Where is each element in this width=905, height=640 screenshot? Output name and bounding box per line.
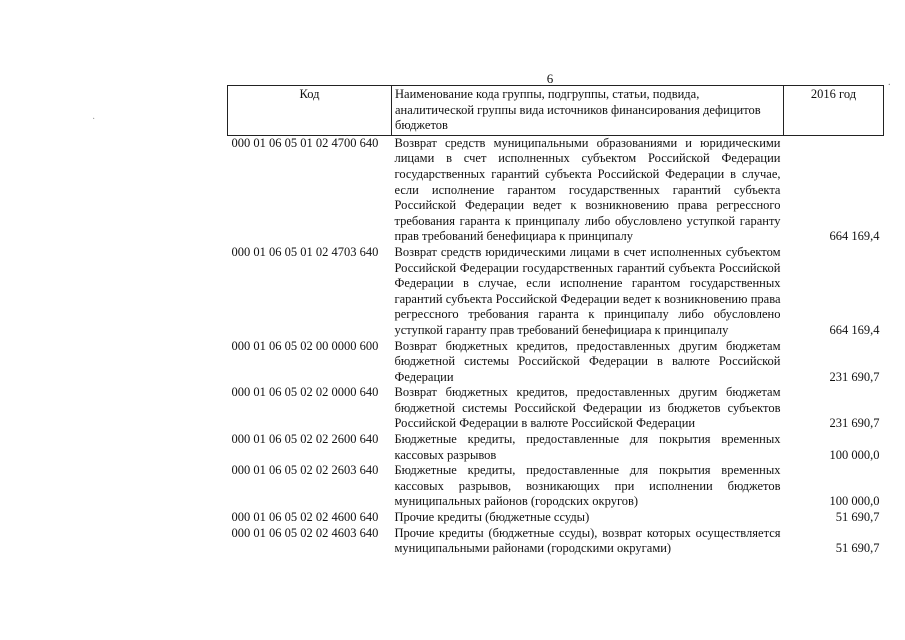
row-code: 000 01 06 05 02 02 2603 640	[231, 463, 379, 478]
row-name: Бюджетные кредиты, предоставленные для покрытия временных кассовых разрывов	[394, 432, 781, 462]
row-name: Возврат бюджетных кредитов, предоставленных другим бюджетам бюджетной системы Российской Федерации в валюте Российской Федерации	[394, 338, 781, 384]
table-body	[228, 135, 884, 557]
row-value: 51 690,7	[835, 541, 880, 556]
table-row	[228, 385, 884, 432]
table-row	[228, 510, 884, 526]
page-number: 6	[546, 71, 554, 86]
table-header-row	[228, 86, 884, 136]
table-row	[228, 432, 884, 463]
row-code: 000 01 06 05 01 02 4703 640	[231, 244, 379, 259]
row-code: 000 01 06 05 02 02 4600 640	[231, 510, 379, 525]
row-value: 51 690,7	[835, 510, 880, 525]
table-row	[228, 135, 884, 245]
row-name: Прочие кредиты (бюджетные ссуды)	[394, 510, 590, 525]
header-name: Наименование кода группы, подгруппы, статьи, подвида, аналитической группы вида источников финансирования дефицитов бюджетов	[392, 86, 784, 136]
table-row	[228, 526, 884, 557]
row-name: Бюджетные кредиты, предоставленные для покрытия временных кассовых разрывов, возникающих при исполнении бюджетов муниципальных районов (городских округов)	[394, 463, 781, 509]
row-value: 100 000,0	[829, 494, 880, 509]
table-row	[228, 245, 884, 339]
scan-mark: ·	[92, 114, 96, 125]
row-code: 000 01 06 05 02 02 0000 640	[231, 385, 379, 400]
header-code: Код	[228, 86, 392, 136]
scan-mark: ·	[887, 80, 891, 91]
row-code: 000 01 06 05 02 02 2600 640	[231, 432, 379, 447]
row-name: Возврат средств юридическими лицами в счет исполненных субъектом Российской Федерации государственных гарантий субъекта Российской Федерации в случае, если исполнение гарантом государственных гарантий субъекта Российской Федерации ведет к возникновению права регрессного требования гаранта к принципалу либо обусловлено уступкой гаранту прав требований бенефициара к принципалу	[394, 244, 781, 337]
row-value: 231 690,7	[829, 416, 880, 431]
row-name: Возврат бюджетных кредитов, предоставленных другим бюджетам бюджетной системы Российской Федерации из бюджетов субъектов Российской Федерации в валюте Российской Федерации	[394, 385, 781, 431]
row-code: 000 01 06 05 02 00 0000 600	[231, 338, 379, 353]
header-year: 2016 год	[784, 86, 884, 136]
row-value: 664 169,4	[829, 229, 880, 244]
row-value: 231 690,7	[829, 369, 880, 384]
table-row	[228, 463, 884, 510]
budget-sources-table	[227, 85, 884, 557]
table-row	[228, 339, 884, 386]
row-value: 664 169,4	[829, 322, 880, 337]
row-name: Возврат средств муниципальными образованиями и юридическими лицами в счет исполненных субъектом Российской Федерации государственных гарантий субъекта Российской Федерации в случае, если исполнение гарантом государственных гарантий субъекта Российской Федерации ведет к возникновению права регрессного требования гаранта к принципалу либо обусловлено уступкой гаранту прав требований бенефициара к принципалу	[394, 135, 781, 244]
row-name: Прочие кредиты (бюджетные ссуды), возврат которых осуществляется муниципальными районами (городскими округами)	[394, 525, 781, 556]
row-code: 000 01 06 05 01 02 4700 640	[231, 135, 379, 150]
row-value: 100 000,0	[829, 447, 880, 462]
row-code: 000 01 06 05 02 02 4603 640	[231, 525, 379, 540]
